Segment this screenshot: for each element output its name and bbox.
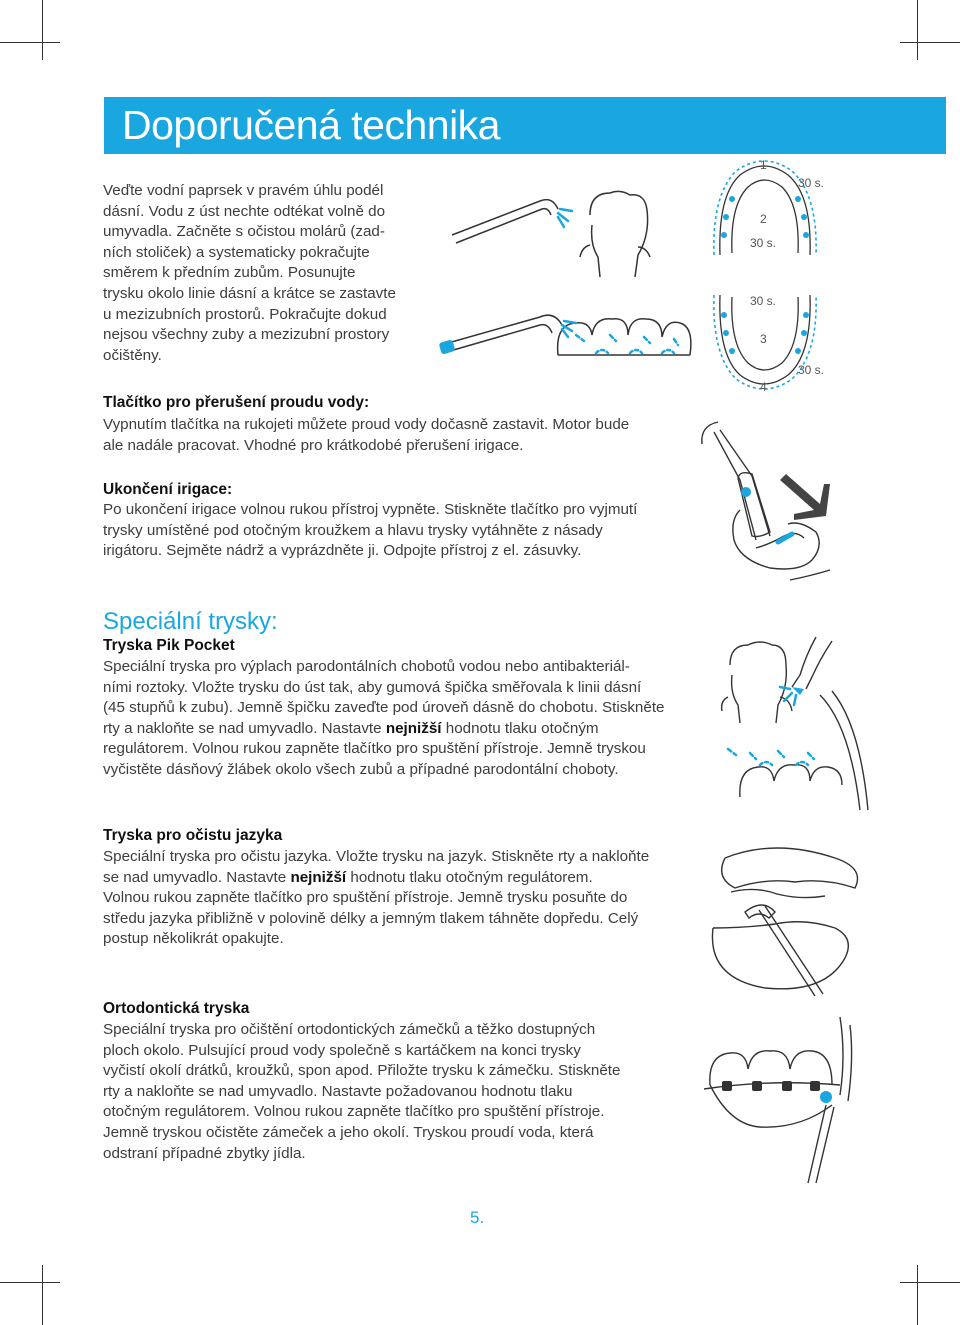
end-paragraph bbox=[103, 500, 683, 562]
intro-paragraph bbox=[103, 181, 433, 366]
irrigator-teeth-illustration bbox=[440, 185, 695, 370]
pause-heading: Tlačítko pro přerušení proudu vody: bbox=[103, 394, 370, 411]
ortho-line: ploch okolo. Pulsující proud vody společně s kartáčkem na konci trysky bbox=[103, 1041, 581, 1059]
intro-line: očištěny. bbox=[103, 346, 162, 364]
ortho-line: Speciální tryska pro očištění ortodontických zámečků a těžko dostupných bbox=[103, 1021, 596, 1038]
ortho-line: Jemně tryskou očistěte zámeček a jeho okolí. Tryskou proudí voda, která bbox=[103, 1123, 594, 1141]
pause-paragraph bbox=[103, 415, 683, 456]
intro-line: dásní. Vodu z úst nechte odtékat volně do bbox=[103, 202, 386, 220]
tongue-line bbox=[103, 868, 670, 889]
ortho-line: otočným regulátorem. Volnou rukou zapněte tlačítko pro spuštění přístroje. bbox=[103, 1103, 605, 1121]
ortho-line: rty a nakloňte se nad umyvadlo. Nastavte požadovanou hodnotu tlaku bbox=[103, 1082, 573, 1100]
intro-line: ních stoliček) a systematicky pokračujte bbox=[103, 243, 370, 261]
pik-line: (45 stupňů k zubu). Jemně špičku zaveďte pod úroveň dásně do chobotu. Stiskněte bbox=[103, 699, 665, 717]
end-line: irigátoru. Sejměte nádrž a vyprázdněte ji. Odpojte přístroj z el. zásuvky. bbox=[103, 542, 582, 560]
tongue-lowest-emphasis: nejnižší bbox=[290, 868, 347, 886]
pik-line-text: rty a nakloňte se nad umyvadlo. Nastavte bbox=[103, 719, 382, 737]
pik-pocket-illustration bbox=[720, 635, 870, 810]
intro-line: trysku okolo linie dásní a krátce se zastavte bbox=[103, 284, 396, 302]
end-line: trysky umístěné pod otočným kroužkem a hlavu trysky vytáhněte z násady bbox=[103, 521, 603, 539]
pik-line bbox=[103, 719, 670, 740]
crop-mark bbox=[917, 0, 918, 60]
pik-line-text: hodnotu tlaku otočným bbox=[445, 719, 599, 737]
diagram-label-2: 2 bbox=[760, 212, 767, 226]
page-title: Doporučená technika bbox=[122, 102, 500, 148]
page-number: 5. bbox=[470, 1208, 485, 1227]
crop-mark bbox=[900, 42, 960, 43]
intro-line: umyvadla. Začněte s očistou molárů (zad- bbox=[103, 223, 385, 241]
intro-line: směrem k předním zubům. Posunujte bbox=[103, 264, 356, 282]
ortho-line: vyčistí okolí drátků, kroužků, spon apod. Přiložte trysku k zámečku. Stiskněte bbox=[103, 1062, 621, 1080]
crop-mark bbox=[900, 1282, 960, 1283]
crop-mark bbox=[0, 42, 60, 43]
tongue-line-text: se nad umyvadlo. Nastavte bbox=[103, 868, 287, 886]
irrigator-handle-illustration bbox=[700, 420, 850, 585]
diagram-label-4: 4 bbox=[760, 380, 767, 394]
pik-line: regulátorem. Volnou rukou zapněte tlačítko pro spuštění přístroje. Jemně tryskou bbox=[103, 740, 646, 758]
end-line: Po ukončení irigace volnou rukou přístroj vypněte. Stiskněte tlačítko pro vyjmutí bbox=[103, 501, 638, 518]
crop-mark bbox=[42, 1265, 43, 1325]
pause-line: ale nadále pracovat. Vhodné pro krátkodobé přerušení irigace. bbox=[103, 436, 524, 454]
diagram-label-time: 30 s. bbox=[798, 176, 825, 190]
pause-line: Vypnutím tlačítka na rukojeti můžete proud vody dočasně zastavit. Motor bude bbox=[103, 416, 630, 433]
tongue-line: středu jazyka přibližně v polovině délky a jemným tlakem táhněte dopředu. Celý bbox=[103, 909, 639, 927]
diagram-label-time: 30 s. bbox=[750, 294, 777, 308]
pik-lowest-emphasis: nejnižší bbox=[385, 719, 442, 737]
pik-line: vyčistěte dásňový žlábek okolo všech zubů a případné parodontální choboty. bbox=[103, 760, 619, 778]
ortho-paragraph bbox=[103, 1020, 670, 1164]
diagram-label-1: 1 bbox=[760, 158, 767, 172]
ortho-heading: Ortodontická tryska bbox=[103, 1000, 250, 1017]
title-bar bbox=[104, 97, 946, 154]
intro-line: nejsou všechny zuby a mezizubní prostory bbox=[103, 326, 390, 344]
pik-pocket-heading: Tryska Pik Pocket bbox=[103, 637, 235, 654]
special-nozzles-title: Speciální trysky: bbox=[103, 608, 278, 635]
crop-mark bbox=[0, 1282, 60, 1283]
tongue-paragraph bbox=[103, 847, 670, 950]
end-heading: Ukončení irigace: bbox=[103, 481, 233, 498]
tongue-heading: Tryska pro očistu jazyka bbox=[103, 827, 283, 844]
pik-line: ními roztoky. Vložte trysku do úst tak, aby gumová špička směřovala k linii dásní bbox=[103, 678, 642, 696]
tongue-line-text: hodnotu tlaku otočným regulátorem. bbox=[350, 868, 593, 886]
tongue-line: Speciální tryska pro očistu jazyka. Vložte trysku na jazyk. Stiskněte rty a nakloňte bbox=[103, 848, 650, 865]
pik-pocket-paragraph bbox=[103, 657, 670, 781]
intro-line: Veďte vodní paprsek v pravém úhlu podél bbox=[103, 182, 384, 199]
tongue-line: postup několikrát opakujte. bbox=[103, 930, 284, 948]
crop-mark bbox=[42, 0, 43, 60]
tongue-cleaner-illustration bbox=[705, 838, 865, 998]
dental-arch-diagram bbox=[700, 155, 830, 395]
orthodontic-nozzle-illustration bbox=[700, 1015, 860, 1185]
diagram-label-time: 30 s. bbox=[798, 363, 825, 377]
pik-line: Speciální tryska pro výplach parodontálních chobotů vodou nebo antibakteriál- bbox=[103, 658, 630, 675]
tongue-line: Volnou rukou zapněte tlačítko pro spuštění přístroje. Jemně trysku posuňte do bbox=[103, 889, 628, 907]
ortho-line: odstraní případné zbytky jídla. bbox=[103, 1144, 306, 1162]
crop-mark bbox=[917, 1265, 918, 1325]
intro-line: u mezizubních prostorů. Pokračujte dokud bbox=[103, 305, 387, 323]
diagram-label-3: 3 bbox=[760, 332, 767, 346]
diagram-label-time: 30 s. bbox=[750, 236, 777, 250]
